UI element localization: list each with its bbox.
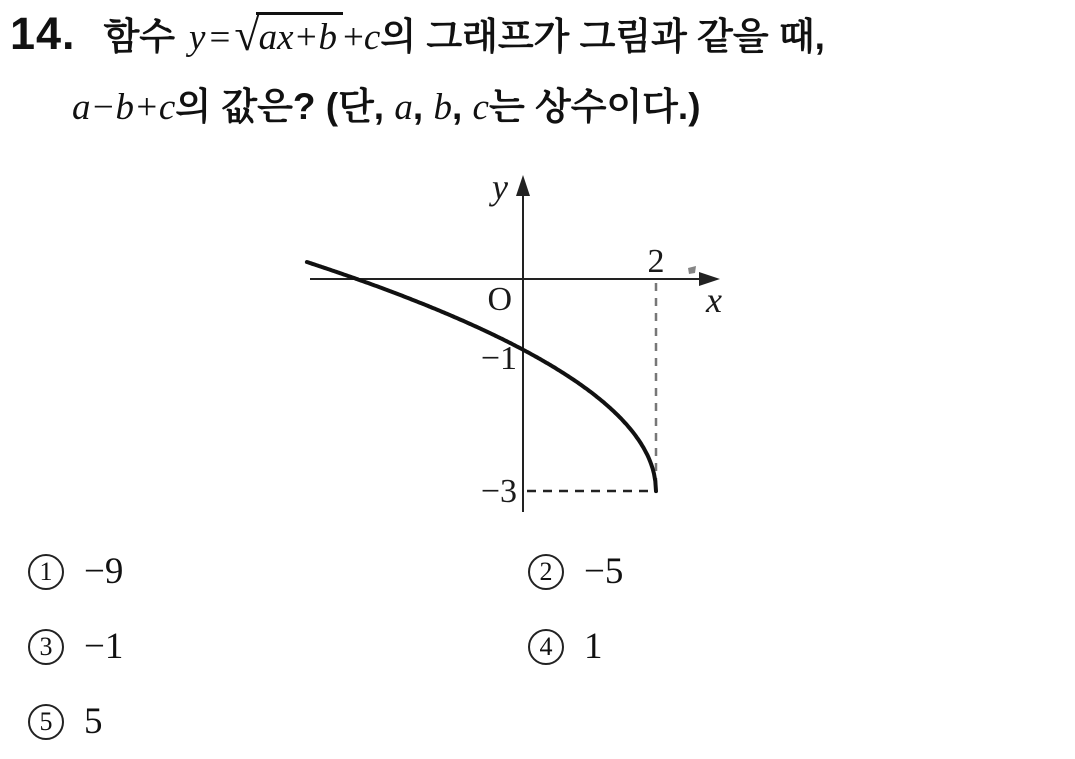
radical-expression: √ ax+b bbox=[234, 12, 343, 59]
question-line-2 bbox=[72, 76, 1070, 130]
circled-digit-1: 1 bbox=[28, 554, 64, 590]
question-block bbox=[10, 6, 1070, 130]
question-sep1: , bbox=[412, 86, 434, 127]
math-var-b: b bbox=[433, 87, 452, 128]
graph-figure bbox=[280, 150, 740, 535]
math-plus: + bbox=[343, 17, 364, 58]
radicand: ax+b bbox=[256, 12, 343, 59]
origin-label: O bbox=[487, 281, 512, 318]
circled-digit-4: 4 bbox=[528, 629, 564, 665]
math-equals: = bbox=[209, 17, 231, 58]
question-line2-tail1: 의 값은? (단, bbox=[175, 86, 395, 127]
choice-1-value: −9 bbox=[84, 551, 124, 592]
y-tick-label-minus3: −3 bbox=[480, 473, 517, 510]
question-line1-tail: 의 그래프가 그림과 같을 때, bbox=[380, 16, 825, 57]
y-tick-label-minus1: −1 bbox=[480, 340, 517, 377]
choice-4 bbox=[528, 625, 603, 668]
question-line2-tail2: 는 상수이다.) bbox=[488, 86, 701, 127]
choice-3 bbox=[28, 625, 123, 668]
choice-4-value: 1 bbox=[584, 626, 603, 667]
choice-1 bbox=[28, 550, 123, 593]
question-prefix: 함수 bbox=[103, 16, 176, 57]
choice-3-value: −1 bbox=[84, 626, 124, 667]
x-tick-label-2: 2 bbox=[647, 243, 665, 280]
choice-2-value: −5 bbox=[584, 551, 624, 592]
circled-digit-2: 2 bbox=[528, 554, 564, 590]
choice-2 bbox=[528, 550, 623, 593]
question-sep2: , bbox=[451, 86, 473, 127]
question-number: 14. bbox=[10, 8, 76, 59]
y-axis-arrow-icon bbox=[516, 175, 530, 196]
math-var-c2: c bbox=[472, 87, 489, 128]
print-artifact-mark bbox=[688, 266, 696, 274]
math-var-y: y bbox=[189, 17, 206, 58]
choice-5-value: 5 bbox=[84, 701, 103, 742]
y-axis-label: y bbox=[492, 167, 508, 207]
choice-5 bbox=[28, 700, 103, 743]
math-var-a: a bbox=[394, 87, 413, 128]
question-line-1 bbox=[10, 6, 1070, 60]
circled-digit-3: 3 bbox=[28, 629, 64, 665]
math-target-expression: a−b+c bbox=[72, 87, 176, 128]
math-var-c: c bbox=[363, 17, 381, 58]
circled-digit-5: 5 bbox=[28, 704, 64, 740]
x-axis-label: x bbox=[706, 280, 722, 320]
